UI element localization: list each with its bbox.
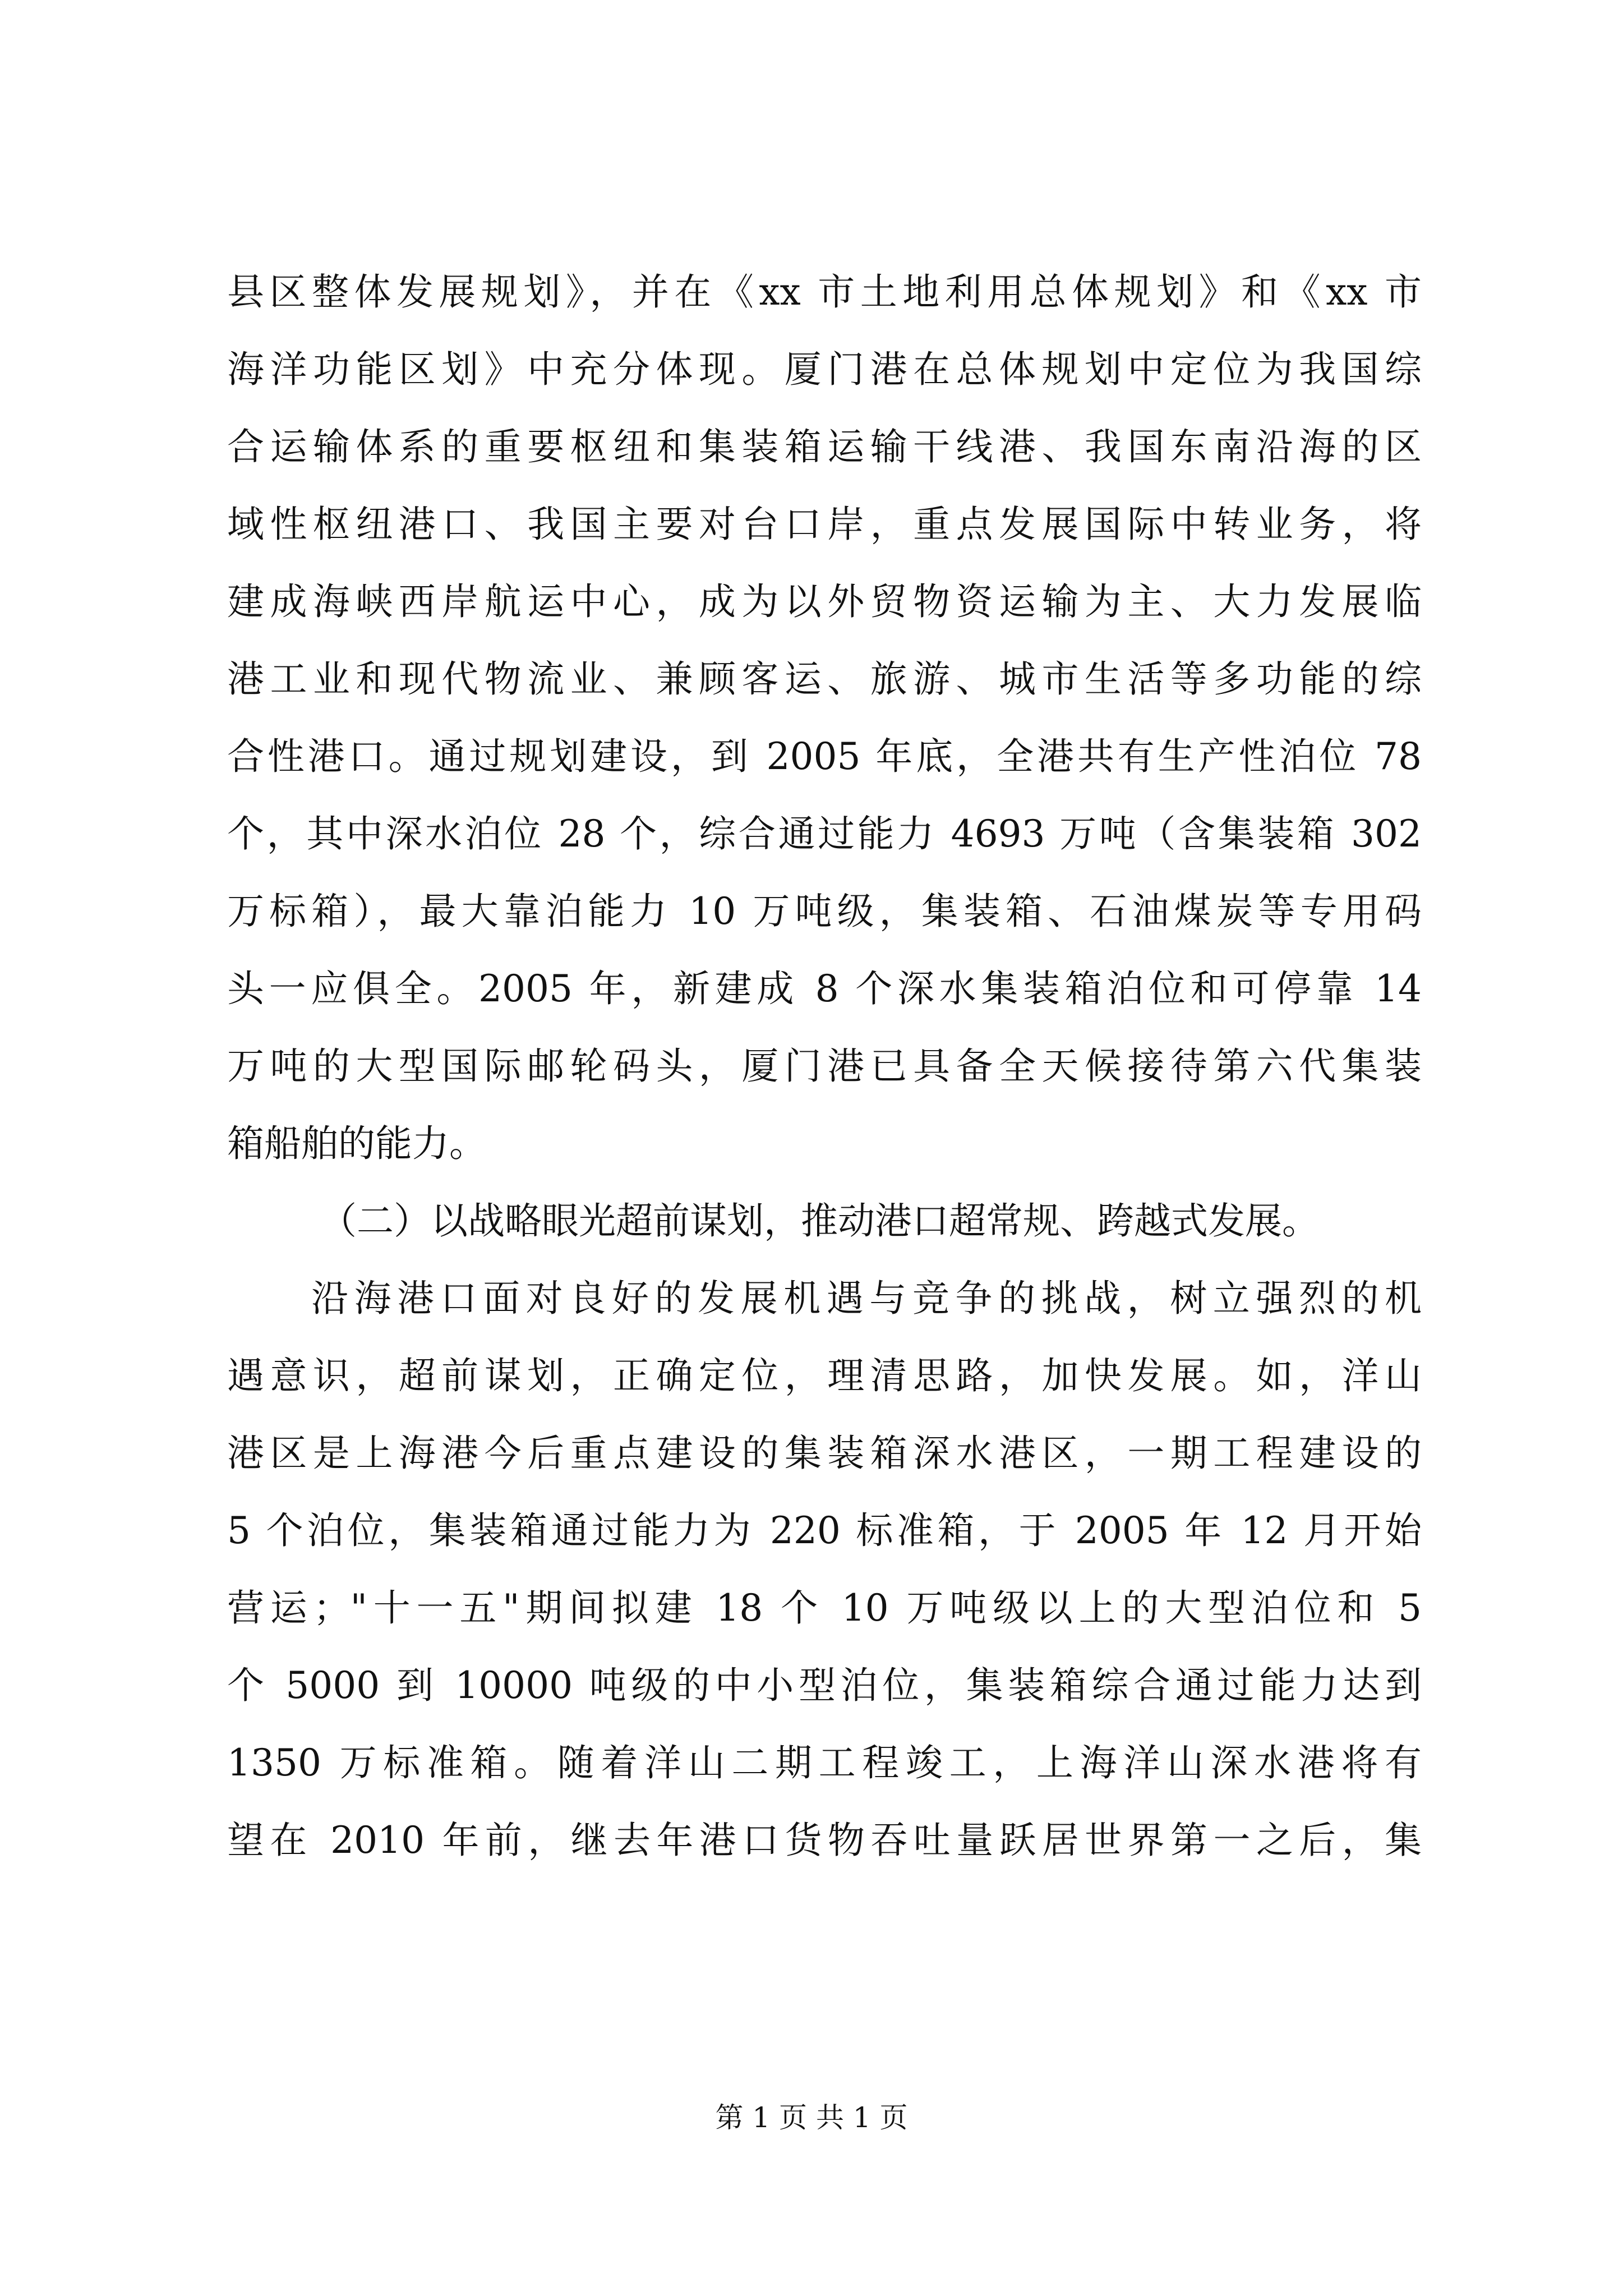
text-line: 万标箱），最大靠泊能力 10 万吨级，集装箱、石油煤炭等专用码 [227,890,1422,933]
page-footer: 第 1 页 共 1 页 [715,2101,908,2134]
section-heading: （二）以战略眼光超前谋划，推动港口超常规、跨越式发展。 [320,1199,1319,1243]
text-line: 1350 万标准箱。随着洋山二期工程竣工，上海洋山深水港将有 [227,1741,1422,1784]
paragraph-first-line: 沿海港口面对良好的发展机遇与竞争的挑战，树立强烈的机 [311,1277,1422,1320]
text-line: 头一应俱全。2005 年，新建成 8 个深水集装箱泊位和可停靠 14 [227,967,1422,1010]
text-line: 望在 2010 年前，继去年港口货物吞吐量跃居世界第一之后，集 [227,1819,1422,1862]
text-line: 合运输体系的重要枢纽和集装箱运输干线港、我国东南沿海的区 [227,425,1422,468]
text-line: 营运；"十一五"期间拟建 18 个 10 万吨级以上的大型泊位和 5 [227,1586,1422,1630]
text-line: 个 5000 到 10000 吨级的中小型泊位，集装箱综合通过能力达到 [227,1664,1422,1707]
text-line: 域性枢纽港口、我国主要对台口岸，重点发展国际中转业务，将 [227,503,1422,546]
text-line: 箱船舶的能力。 [227,1122,486,1165]
text-line: 县区整体发展规划》，并在《xx 市土地利用总体规划》和《xx 市 [227,270,1422,314]
text-line: 港工业和现代物流业、兼顾客运、旅游、城市生活等多功能的综 [227,657,1422,701]
text-line: 遇意识，超前谋划，正确定位，理清思路，加快发展。如，洋山 [227,1354,1422,1397]
text-line: 5 个泊位，集装箱通过能力为 220 标准箱，于 2005 年 12 月开始 [227,1509,1422,1552]
text-line: 合性港口。通过规划建设，到 2005 年底，全港共有生产性泊位 78 [227,735,1422,778]
text-line: 个，其中深水泊位 28 个，综合通过能力 4693 万吨（含集装箱 302 [227,812,1422,855]
text-line: 建成海峡西岸航运中心，成为以外贸物资运输为主、大力发展临 [227,580,1422,623]
text-line: 万吨的大型国际邮轮码头，厦门港已具备全天候接待第六代集装 [227,1045,1422,1088]
text-line: 港区是上海港今后重点建设的集装箱深水港区，一期工程建设的 [227,1432,1422,1475]
body-text [227,254,1422,1879]
text-line: 海洋功能区划》中充分体现。厦门港在总体规划中定位为我国综 [227,348,1422,391]
